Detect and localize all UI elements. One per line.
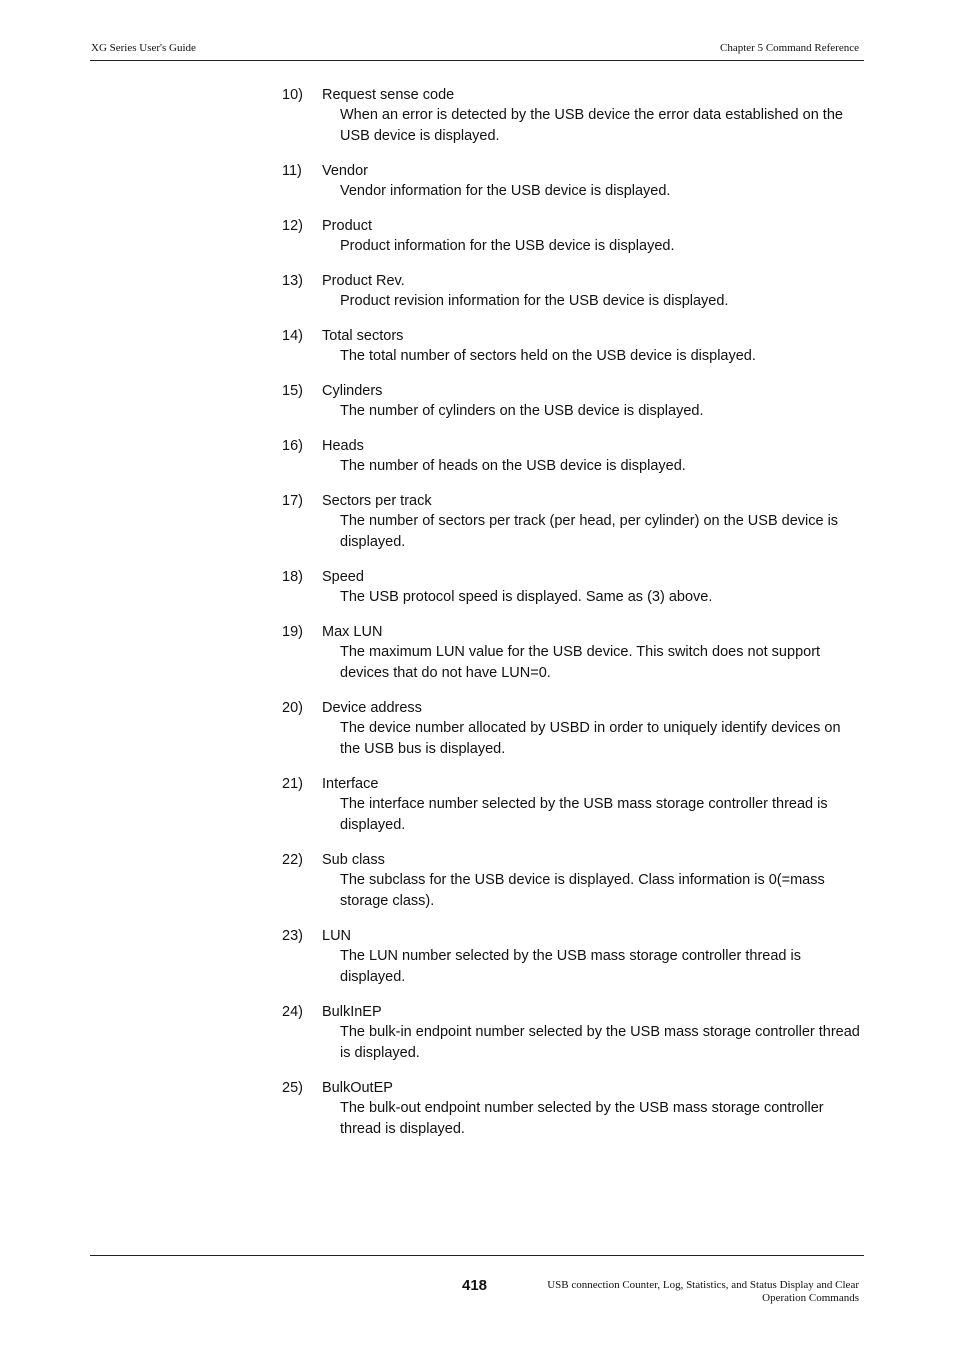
footer-line-2: Operation Commands [762,1292,859,1304]
footer-divider [90,1255,864,1256]
item-description: The interface number selected by the USB mass storage controller thread is displayed. [340,796,828,833]
item-title: Sectors per track [322,493,432,509]
list-item [282,85,862,147]
header-divider [90,60,864,61]
list-item [282,381,862,422]
item-description: The number of sectors per track (per head, per cylinder) on the USB device is displayed. [340,513,839,550]
item-description: The bulk-in endpoint number selected by the USB mass storage controller thread is displayed. [340,1024,860,1061]
item-title: Vendor [322,163,368,179]
item-number: 12) [282,218,303,234]
item-number: 14) [282,328,303,344]
item-number: 10) [282,87,303,103]
list-item [282,850,862,912]
item-title: BulkOutEP [322,1080,393,1096]
list-item [282,567,862,608]
header-title: XG Series User's Guide [91,42,196,54]
item-description: The total number of sectors held on the USB device is displayed. [340,348,756,364]
list-item [282,491,862,553]
list-item [282,1078,862,1140]
list-item [282,436,862,477]
item-number: 13) [282,273,303,289]
item-number: 18) [282,569,303,585]
item-description: The number of cylinders on the USB device is displayed. [340,403,704,419]
list-item [282,622,862,684]
item-description: Product information for the USB device is displayed. [340,238,675,254]
list-item [282,698,862,760]
item-title: Request sense code [322,87,455,103]
item-description: The device number allocated by USBD in order to uniquely identify devices on the USB bus is displayed. [340,720,841,757]
item-number: 19) [282,624,303,640]
item-description: The LUN number selected by the USB mass storage controller thread is displayed. [340,948,801,985]
item-title: LUN [322,928,352,944]
item-title: Product [322,218,372,234]
list-item [282,774,862,836]
list-item [282,926,862,988]
item-description: The subclass for the USB device is displayed. Class information is 0(=mass storage class). [340,872,825,909]
item-description: The bulk-out endpoint number selected by the USB mass storage controller thread is displayed. [340,1100,824,1137]
item-number: 15) [282,383,303,399]
item-title: Speed [322,569,364,585]
item-number: 21) [282,776,303,792]
item-list [282,85,862,1154]
item-title: BulkInEP [322,1004,382,1020]
item-title: Cylinders [322,383,383,399]
item-number: 20) [282,700,303,716]
item-number: 24) [282,1004,303,1020]
item-number: 23) [282,928,303,944]
footer-line-1: USB connection Counter, Log, Statistics, and Status Display and Clear [547,1279,859,1291]
list-item [282,326,862,367]
item-number: 22) [282,852,303,868]
item-title: Sub class [322,852,385,868]
item-description: Product revision information for the USB device is displayed. [340,293,729,309]
item-description: The maximum LUN value for the USB device. This switch does not support devices that do not have LUN=0. [340,644,821,681]
item-description: The number of heads on the USB device is displayed. [340,458,686,474]
item-title: Total sectors [322,328,404,344]
header-chapter: Chapter 5 Command Reference [720,42,859,54]
list-item [282,1002,862,1064]
footer-section-title [547,1279,859,1305]
item-number: 11) [282,163,302,179]
list-item [282,161,862,202]
page-number: 418 [462,1277,488,1294]
list-item [282,271,862,312]
item-title: Device address [322,700,422,716]
item-description: Vendor information for the USB device is displayed. [340,183,671,199]
item-title: Product Rev. [322,273,405,289]
item-number: 16) [282,438,303,454]
list-item [282,216,862,257]
item-number: 25) [282,1080,303,1096]
item-title: Heads [322,438,364,454]
item-title: Max LUN [322,624,383,640]
item-title: Interface [322,776,379,792]
item-number: 17) [282,493,303,509]
item-description: The USB protocol speed is displayed. Same as (3) above. [340,589,713,605]
item-description: When an error is detected by the USB device the error data established on the USB device is displayed. [340,107,843,144]
